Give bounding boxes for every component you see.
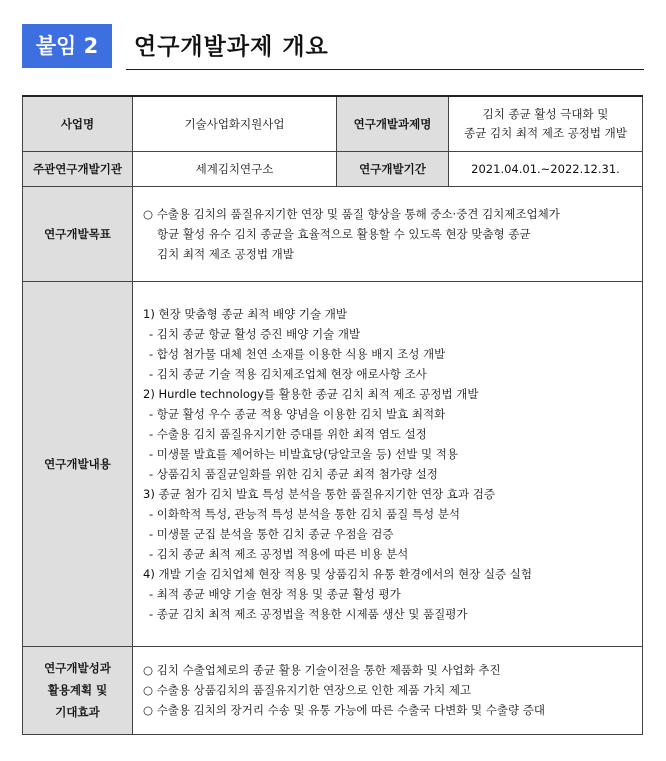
content-heading: 2) Hurdle technology를 활용한 종균 김치 최적 제조 공정법 개발 — [143, 386, 479, 401]
project-name-value — [449, 96, 643, 151]
content-item: - 수출용 김치 품질유지기한 증대를 위한 최적 염도 설정 — [149, 426, 427, 441]
content-item: - 김치 종균 최적 제조 공정법 적용에 따른 비용 분석 — [149, 546, 409, 561]
project-name-line-2: 종균 김치 최적 제조 공정법 개발 — [464, 125, 627, 140]
content-item: - 항균 활성 우수 종균 적용 양념을 이용한 김치 발효 최적화 — [149, 406, 446, 421]
outcome-label-line-2: 활용계획 및 — [47, 683, 108, 697]
period-label: 연구개발기간 — [337, 151, 449, 186]
outcome-label — [23, 646, 133, 734]
content-item: - 이화학적 특성, 관능적 특성 분석을 통한 김치 품질 특성 분석 — [149, 506, 460, 521]
document-header — [22, 24, 644, 70]
content-label: 연구개발내용 — [23, 281, 133, 646]
content-item: - 미생물 발효를 제어하는 비발효당(당알코올 등) 선발 및 적용 — [149, 446, 458, 461]
project-name-label: 연구개발과제명 — [337, 96, 449, 151]
content-heading: 3) 종균 첨가 김치 발효 특성 분석을 통한 품질유지기한 연장 효과 검증 — [143, 486, 495, 501]
outcome-label-line-1: 연구개발성과 — [44, 661, 111, 675]
outcome-label-line-3: 기대효과 — [55, 705, 100, 719]
content-heading: 1) 현장 맞춤형 종균 최적 배양 기술 개발 — [143, 306, 348, 321]
period-value: 2021.04.01.~2022.12.31. — [449, 151, 643, 186]
goal-label: 연구개발목표 — [23, 186, 133, 281]
goal-line: ○ 수출용 김치의 품질유지기한 연장 및 품질 향상을 통해 중소·중견 김치제조업체가 — [143, 206, 560, 221]
content-item: - 미생물 군집 분석을 통한 김치 종균 우점을 검증 — [149, 526, 394, 541]
content-item: - 종균 김치 최적 제조 공정법을 적용한 시제품 생산 및 품질평가 — [149, 606, 468, 621]
outcome-item: ○ 수출용 김치의 장거리 수송 및 유통 가능에 따른 수출국 다변화 및 수출량 증대 — [143, 703, 545, 717]
content-item: - 합성 첨가물 대체 천연 소재를 이용한 식용 배지 조성 개발 — [149, 346, 446, 361]
content-heading: 4) 개발 기술 김치업체 현장 적용 및 상품김치 유통 환경에서의 현장 실증 실험 — [143, 566, 532, 581]
outcome-item: ○ 김치 수출업체로의 종균 활용 기술이전을 통한 제품화 및 사업화 추진 — [143, 663, 501, 677]
content-list — [133, 281, 643, 646]
page-title: 연구개발과제 개요 — [134, 34, 329, 60]
goal-content — [133, 186, 643, 281]
organization-value: 세계김치연구소 — [133, 151, 337, 186]
project-overview-table — [22, 95, 643, 735]
outcome-item: ○ 수출용 상품김치의 품질유지기한 연장으로 인한 제품 가치 제고 — [143, 683, 472, 697]
content-item: - 최적 종균 배양 기술 현장 적용 및 종균 활성 평가 — [149, 586, 401, 601]
business-name-label: 사업명 — [23, 96, 133, 151]
project-name-line-1: 김치 종균 활성 극대화 및 — [482, 106, 609, 121]
outcome-content — [133, 646, 643, 734]
business-name-value: 기술사업화지원사업 — [133, 96, 337, 151]
goal-line: 김치 최적 제조 공정법 개발 — [157, 246, 294, 261]
content-item: - 김치 종균 기술 적용 김치제조업체 현장 애로사항 조사 — [149, 366, 427, 381]
attachment-badge: 붙임 2 — [22, 24, 112, 68]
content-item: - 상품김치 품질균일화를 위한 김치 종균 최적 첨가량 설정 — [149, 466, 438, 481]
goal-line: 항균 활성 유수 김치 종균을 효율적으로 활용할 수 있도록 현장 맞춤형 종균 — [157, 226, 531, 241]
title-underline — [126, 69, 644, 70]
content-item: - 김치 종균 항균 활성 증진 배양 기술 개발 — [149, 326, 361, 341]
organization-label: 주관연구개발기관 — [23, 151, 133, 186]
